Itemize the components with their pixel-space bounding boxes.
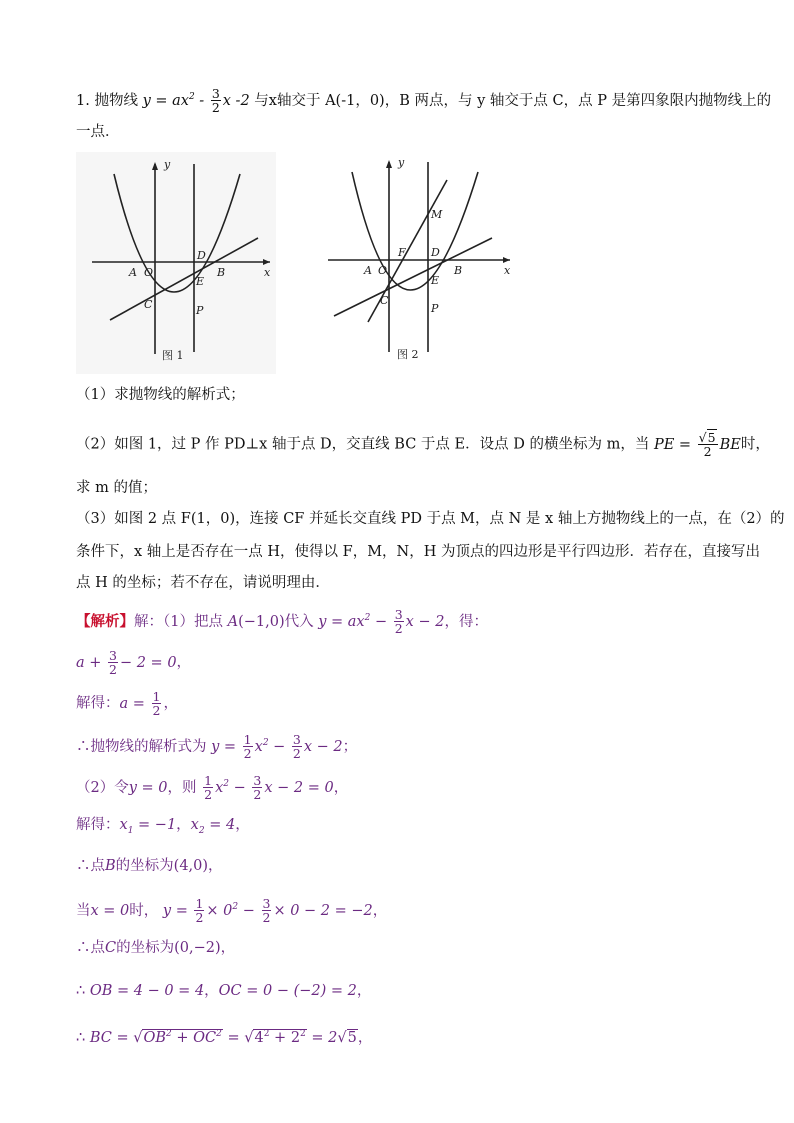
analysis-tag: 【解析】 (76, 612, 134, 630)
solution-line-11: ∴ BC = $√OB^2 + OC^2 = √4^2 + 2^2 = 2√5$， (76, 1029, 373, 1046)
figure-2 (324, 152, 520, 378)
part-3-line-2: 条件下，x 轴上是否存在一点 H，使得以 F，M，N，H 为顶点的四边形是平行四边形．若存在，直接写出 (76, 544, 760, 560)
fig1-caption: 图 1 (162, 349, 184, 362)
solution-line-3: 解得：a = $\frac{1}{2}$ ， (76, 689, 178, 718)
fig2-label-E: E (431, 274, 440, 287)
solution-line-8: 当x = 0时， y = $\frac{1}{2}$ × $0^2$ − $\frac{3}{2}$ × 0 − 2 = −2， (76, 896, 388, 926)
solution-line-9: ∴点C的坐标为(0,−2)， (76, 940, 236, 956)
solution-line-1: 【解析】解：（1）把点 A(−1,0)代入 $y = ax^2$ − $\frac{3}{2}$ x − 2，得： (76, 607, 488, 637)
fig1-label-B: B (217, 266, 226, 279)
fig1-label-y: y (164, 158, 171, 171)
problem-line-2: 一点． (76, 124, 120, 140)
question-text-a: 抛物线 (94, 92, 138, 109)
part-3-line-3: 点 H 的坐标；若不存在，请说明理由． (76, 575, 330, 591)
solution-line-6: 解得：$x_1 = -1$，$x_2 = 4$， (76, 817, 250, 836)
fig2-label-P: P (431, 302, 439, 315)
fig1-label-D: D (197, 249, 206, 262)
fig2-label-D: D (431, 246, 440, 259)
solution-line-2: a + $\frac{3}{2}$ − 2 = 0， (76, 648, 192, 677)
question-number: 1. (76, 92, 90, 109)
fig2-label-y: y (398, 156, 405, 169)
fig1-label-A: A (129, 266, 137, 279)
fig2-label-F: F (398, 246, 406, 259)
solution-line-10: ∴ OB = 4 − 0 = 4，OC = 0 − (−2) = 2， (76, 983, 372, 999)
fig2-label-O: O (378, 264, 388, 277)
fig2-label-x: x (504, 264, 511, 277)
part-2-line-1: （2）如图 1，过 P 作 PD⊥x 轴于点 D，交直线 BC 于点 E．设点 D 的横坐标为 m，当 PE = $\frac{√5}{2}$ BE时， (76, 430, 770, 459)
fig1-label-C: C (144, 298, 153, 311)
fig1-label-x: x (264, 266, 271, 279)
solution-line-4: ∴抛物线的解析式为 y = $\frac{1}{2}$ $x^2$ − $\frac{3}{2}$ x − 2； (76, 732, 358, 762)
fig2-label-C: C (380, 294, 389, 307)
fig2-label-M: M (431, 208, 443, 221)
fig2-label-A: A (364, 264, 372, 277)
pe-be-condition: PE = $\frac{√5}{2}$ BE (653, 430, 741, 459)
parabola-equation: $y = ax^2$ - $\frac{3}{2}$ x -2 (142, 86, 250, 116)
part-1: （1）求抛物线的解析式； (76, 387, 245, 403)
fig1-label-P: P (196, 304, 204, 317)
figure-1 (76, 152, 276, 378)
fig1-label-E: E (196, 275, 205, 288)
fig2-caption: 图 2 (397, 348, 419, 361)
problem-line-1 (76, 86, 772, 116)
solution-line-7: ∴点B的坐标为(4,0)， (76, 858, 223, 874)
solution-line-5: （2）令y = 0，则 $\frac{1}{2}$ $x^2$ − $\frac{3}{2}$ x − 2 = 0， (76, 773, 349, 803)
fig2-label-B: B (454, 264, 463, 277)
question-text-b: 与x轴交于 A(-1，0)，B 两点，与 y 轴交于点 C，点 P 是第四象限内抛物线上的 (254, 92, 772, 109)
part-3-line-1: （3）如图 2 点 F(1，0)，连接 CF 并延长交直线 PD 于点 M，点 N 是 x 轴上方抛物线上的一点，在（2）的 (76, 511, 785, 527)
part-2-line-2: 求 m 的值； (76, 480, 157, 496)
fig1-label-O: O (144, 266, 154, 279)
